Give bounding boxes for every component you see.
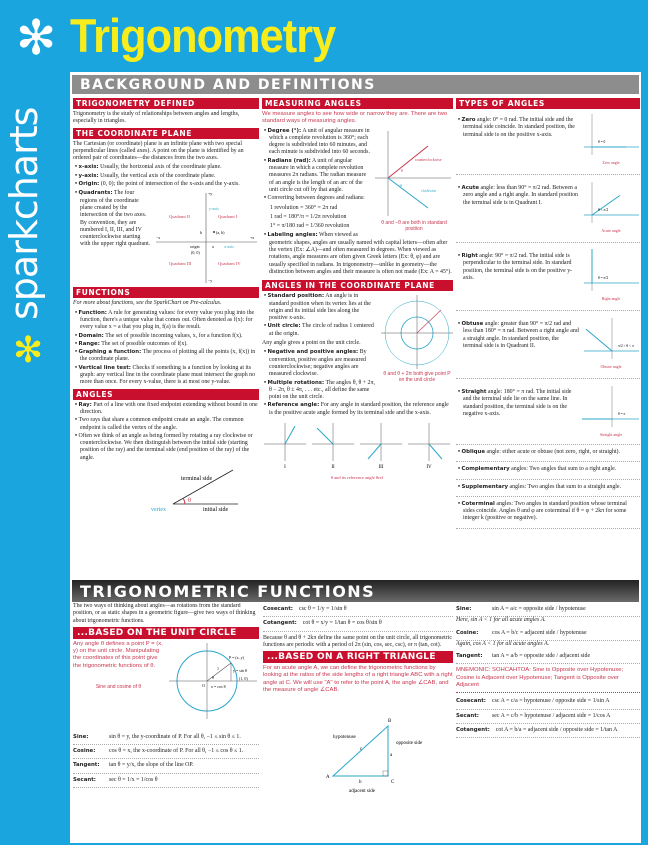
- list-item: [73, 181, 259, 188]
- definition-row: [73, 759, 259, 773]
- divider: [456, 496, 640, 497]
- heading-types-of-angles: TYPES OF ANGLES: [456, 98, 640, 109]
- divider: [456, 461, 640, 462]
- svg-text:initial side: initial side: [203, 507, 229, 514]
- list-item-text: A unit of angular measure in which a complete revolution is 360°; each degree is subdivided into 60 minutes, and each minute is subdivided into 60 seconds.: [269, 127, 370, 156]
- angle-type-item: [456, 111, 640, 169]
- svg-text:b: b: [359, 780, 362, 786]
- unit-circle-definitions-2: [263, 603, 453, 632]
- unit-circle-definitions: [73, 731, 259, 788]
- svg-text:vertex: vertex: [151, 507, 166, 514]
- functions-note: For more about functions, see the SparkChart on Pre-calculus.: [73, 300, 222, 307]
- list-item-text: (0, 0); the point of intersection of the x-axis and the y-axis.: [99, 181, 240, 188]
- definition-formula: csc A = c/a = hypotenuse / opposite side = 1/sin A: [492, 698, 610, 705]
- sohcahtoa-mnemonic: MNEMONIC: SOHCAHTOA: Sine is Opposite over Hypotenuse; Cosine is Adjacent over Hypotenuse; Tangent is Opposite over Adjacent: [456, 664, 640, 693]
- angle-types-more: [456, 449, 640, 529]
- definition-term: Secant:: [73, 776, 96, 783]
- svg-text:a: a: [212, 244, 214, 250]
- definition-formula: cos θ = x, the x-coordinate of P. For all θ, −1 ≤ cos θ ≤ 1.: [109, 748, 244, 755]
- definition-note: Here, sin A < 1 for all acute angles A.: [456, 617, 546, 624]
- angle-type-diagram: [582, 179, 640, 235]
- svg-text:(0, 0): (0, 0): [191, 250, 200, 256]
- list-item-term: Obtuse: [461, 321, 484, 327]
- list-item-text: The set of possible incoming values, x, for a function f(x).: [103, 332, 243, 339]
- list-item-text: Often we think of an angle as being formed by rotating a ray clockwise or counterclockwise. We then distinguish between the initial side (starting position of the ray) and the terminal side (end position of the ray) of the angle.: [78, 432, 253, 461]
- brand-asterisk-icon: ✻: [13, 330, 44, 371]
- list-item-text: The circle of radius 1 centered at the origin.: [269, 323, 374, 337]
- list-item-term: Reference angle:: [267, 402, 320, 409]
- svg-text:−x: −x: [156, 235, 161, 241]
- heading-functions: FUNCTIONS: [73, 287, 259, 298]
- definition-formula: cot θ = x/y = 1/tan θ = cos θ/sin θ: [302, 620, 382, 627]
- definition-row: [456, 695, 640, 709]
- right-triangle-diagram: [263, 696, 453, 796]
- list-item-term: Range:: [78, 340, 100, 347]
- svg-text:Right angle: Right angle: [601, 296, 621, 301]
- svg-text:−θ: −θ: [398, 183, 402, 188]
- column-3: [456, 96, 640, 578]
- divider: [456, 242, 640, 243]
- trig-defined-text: Trigonometry is the study of relationships between angles and lengths, especially in triangles.: [73, 111, 240, 125]
- definition-term: Cosecant:: [263, 606, 293, 612]
- list-item-text: For any angle in standard position, the reference angle is the positive acute angle formed by its terminal side and the x-axis.: [269, 402, 449, 416]
- list-item-text: The set of possible outcomes of f(x).: [99, 340, 188, 347]
- list-item-term: Acute: [461, 185, 479, 191]
- svg-text:a: a: [390, 753, 393, 759]
- list-item-text: angles: Two angles in standard position whose terminal sides coincide. Angles θ and φ are coterminal if θ = φ + 2kπ for some integer k (positive or negative).: [463, 500, 627, 522]
- svg-text:θ < π/2: θ < π/2: [598, 208, 609, 212]
- list-item-text: angle: 0° = 0 rad. The initial side and the terminal side coincide. In standard position, the terminal side is on the positive x-axis.: [463, 117, 575, 138]
- coordinate-plane-diagram: [154, 190, 259, 285]
- periodic-text: Because θ and θ + 2kπ define the same point on the unit circle, all trigonometric functions are periodic with a period of 2π (sin, cos, sec, csc), or π (tan, cot).: [263, 634, 452, 648]
- svg-text:Quadrant II: Quadrant II: [169, 214, 190, 220]
- measuring-intro: We measure angles to see how wide or narrow they are. There are two standard ways of measuring angles.: [262, 111, 448, 125]
- list-item: [73, 341, 259, 348]
- svg-text:y-axis: y-axis: [209, 206, 219, 212]
- svg-text:Quadrant III: Quadrant III: [169, 261, 192, 267]
- svg-text:B: B: [388, 719, 392, 725]
- column-1: [73, 96, 259, 578]
- svg-text:θ = 0: θ = 0: [598, 140, 606, 144]
- angle-types-list: [456, 111, 640, 445]
- definition-term: Cosine:: [456, 629, 479, 636]
- asterisk-icon: ✻: [16, 10, 57, 66]
- list-item-term: x-axis:: [78, 164, 99, 171]
- definition-row: [73, 745, 259, 759]
- list-item-term: Radians (rad):: [267, 157, 311, 164]
- list-item-term: Graphing a function:: [78, 349, 142, 356]
- list-item-term: Vertical line test:: [78, 364, 131, 371]
- list-item-text: Two rays that share a common endpoint create an angle. The common endpoint is called the vertex of the angle.: [78, 417, 244, 431]
- list-item-text: angle: 180° = π rad. The initial side and the terminal side lie on the same line. In standard position, the terminal side is on the negative x-axis.: [463, 389, 572, 417]
- list-item: [262, 402, 453, 417]
- angle-type-diagram: [582, 315, 640, 371]
- definition-term: Tangent:: [456, 653, 483, 660]
- heading-angles: ANGLES: [73, 389, 259, 400]
- definition-formula: cot A = b/a = adjacent side / opposite side = 1/tan A: [495, 726, 618, 733]
- svg-text:+x: +x: [250, 235, 255, 241]
- banner-trig-functions: TRIGONOMETRIC FUNCTIONS: [72, 580, 639, 602]
- svg-text:Quadrant IV: Quadrant IV: [218, 261, 241, 267]
- definition-row: [73, 774, 259, 788]
- svg-text:+y: +y: [208, 191, 213, 197]
- definition-term: Sine:: [456, 606, 472, 612]
- definition-row: [263, 617, 453, 631]
- definition-note: Again, cos A < 1 for all acute angles A.: [456, 640, 550, 647]
- svg-text:π/2 < θ < π: π/2 < θ < π: [618, 344, 634, 348]
- svg-text:adjacent side: adjacent side: [349, 789, 375, 795]
- functions-bullets: [73, 310, 259, 387]
- column-2: [262, 96, 453, 578]
- unit-circle-caption: Sine and cosine of θ: [95, 684, 142, 691]
- coordinate-bullets: [73, 164, 259, 188]
- list-item-term: Multiple rotations:: [267, 379, 325, 386]
- definition-row: [456, 650, 640, 664]
- svg-text:x-axis: x-axis: [224, 244, 234, 250]
- divider: [456, 378, 640, 379]
- angle-type-item: [456, 179, 640, 237]
- list-item-text: A rule for generating values: for every value you plug into the function, there's a unique value that comes out. Often denoted as f(x): for every value x = a that you plug in, f(a) is the result.: [80, 309, 255, 331]
- definition-row: [456, 627, 640, 641]
- definition-formula: sin θ = y, the y-coordinate of P. For all θ, −1 ≤ sin θ ≤ 1.: [109, 733, 241, 740]
- svg-text:C: C: [391, 780, 395, 786]
- list-item: [456, 501, 640, 523]
- list-item-text: Usually, the vertical axis of the coordinate plane.: [98, 172, 216, 179]
- angle-type-item: [456, 247, 640, 305]
- bottom-column-3: [456, 603, 640, 841]
- svg-text:−y: −y: [208, 278, 213, 284]
- bottom-column-2: [263, 603, 453, 841]
- list-item-text: The process of plotting all the points (x, f(x)) in the coordinate plane.: [80, 349, 256, 363]
- heading-measuring-angles: MEASURING ANGLES: [262, 98, 453, 109]
- svg-text:θ = π: θ = π: [618, 412, 626, 416]
- definition-term: Tangent:: [73, 762, 100, 769]
- definition-formula: csc θ = 1/y = 1/sin θ: [299, 606, 347, 612]
- list-item-term: Coterminal: [461, 500, 495, 507]
- svg-text:b: b: [200, 230, 202, 236]
- svg-text:IV: IV: [426, 464, 432, 470]
- definition-term: Cotangent:: [263, 620, 297, 627]
- heading-unit-circle: ...BASED ON THE UNIT CIRCLE: [73, 627, 259, 639]
- list-item-term: Oblique: [461, 449, 486, 455]
- list-item-text: An angle is in standard position when its vertex lies at the origin and its initial side lies along the positive x-axis.: [269, 293, 371, 322]
- list-item-term: Straight: [461, 389, 487, 395]
- definition-row: [73, 731, 259, 745]
- right-triangle-definitions-2: [456, 695, 640, 738]
- list-item: [73, 333, 259, 340]
- definition-row: [456, 710, 640, 724]
- unit-circle-text: Any angle θ defines a point P = (x, y) on the unit circle. Manipulating the coordinates of this point give the trigonometric functions of θ.: [73, 640, 163, 669]
- definition-term: Sine:: [73, 733, 89, 740]
- list-item-text: angles: Two angles that sum to a right angle.: [509, 466, 617, 473]
- list-item-quadrants: • Quadrants: The four regions of the coordinate plane created by the intersection of the two axes. By convention, they are numbered I, II, III, and IV counterclockwise starting with the upper right quadrant.: [73, 190, 259, 248]
- svg-text:origin: origin: [190, 244, 200, 250]
- svg-text:θ: θ: [212, 674, 214, 680]
- list-item: [73, 164, 259, 171]
- list-item-term: Ray:: [78, 401, 92, 408]
- list-item-term: Zero: [461, 117, 476, 123]
- svg-text:c: c: [360, 747, 363, 753]
- right-triangle-definitions: [456, 603, 640, 664]
- angle-diagram: [73, 464, 253, 514]
- right-triangle-text: For an acute angle A, we can define the trigonometric functions by looking at the ratios of the side lengths of a right triangle ABC with a right angle at C. We will use "A" to refer to the point A, the angle ∠CAB, and the measure of angle ∠CAB.: [263, 665, 453, 694]
- list-item-text: Converting between degrees and radians:: [267, 195, 365, 202]
- list-item: [73, 349, 259, 364]
- svg-text:x = cos θ: x = cos θ: [211, 683, 226, 689]
- list-item: [456, 484, 640, 491]
- reference-angles-diagram: [262, 419, 452, 483]
- svg-text:O: O: [202, 682, 205, 688]
- list-item-text: angle: 90° = π/2 rad. The initial side is perpendicular to the terminal side. In standard position, the terminal side is on the positive y-axis.: [463, 253, 573, 281]
- list-item-term: Origin:: [78, 181, 100, 188]
- angle-type-item: [456, 383, 640, 439]
- definition-formula: sin A = a/c = opposite side / hypotenuse: [492, 606, 586, 612]
- svg-text:II: II: [331, 464, 335, 470]
- any-angle-text: Any angle gives a point on the unit circle.: [262, 340, 361, 347]
- list-item-term: Unit circle:: [267, 323, 301, 330]
- svg-text:terminal side: terminal side: [181, 476, 213, 483]
- svg-text:counterclockwise: counterclockwise: [415, 157, 442, 162]
- svg-text:θ and its reference angle θref: θ and its reference angle θref: [330, 474, 384, 480]
- list-item: [73, 433, 259, 462]
- svg-text:Straight angle: Straight angle: [599, 432, 623, 437]
- heading-angles-coordinate-plane: ANGLES IN THE COORDINATE PLANE: [262, 280, 453, 291]
- list-item-term: Negative and positive angles:: [267, 349, 359, 356]
- heading-trig-defined: TRIGONOMETRY DEFINED: [73, 98, 259, 109]
- angle-type-item: [456, 315, 640, 373]
- definition-row: [263, 603, 453, 617]
- unit-circle-trig-diagram: [167, 641, 259, 721]
- svg-text:y = sin θ: y = sin θ: [233, 667, 247, 673]
- divider: [456, 444, 640, 445]
- conversion-formulas: 1 revolution = 360° = 2π rad 1 rad = 180°/π = 1/2π revolution 1° = π/180 rad = 1/360 revolution: [270, 204, 350, 230]
- list-item: [73, 173, 259, 180]
- measuring-angles-diagram: counterclockwiseclockwiseθ−θ θ and −θ are both in standard position: [373, 128, 453, 240]
- definition-term: Cotangent:: [456, 726, 490, 733]
- definition-term: Cosecant:: [456, 698, 486, 705]
- list-item-term: y-axis:: [78, 172, 99, 179]
- page-title: Trigonometry: [70, 9, 336, 62]
- list-item-text: angle: greater than 90° = π/2 rad and less than 180° = π rad. Between a right angle and a straight angle. In standard position, the terminal side is in Quadrant II.: [463, 321, 579, 349]
- definition-term: Secant:: [456, 712, 479, 719]
- list-item-text: The angles θ, θ + 2π, θ − 2π, θ ± 4π, . . . etc., all define the same point on the unit circle.: [269, 379, 375, 401]
- list-item-text: Part of a line with one fixed endpoint extending without bound in one direction.: [80, 401, 258, 415]
- svg-text:Quadrant I: Quadrant I: [218, 214, 238, 220]
- list-item-term: Function:: [78, 309, 107, 316]
- svg-text:III: III: [378, 464, 384, 470]
- list-item-text: A unit of angular measure in which a complete revolution measures 2π radians. The radian measure of an angle is the length of an arc of the unit circle cut off by that angle.: [269, 157, 367, 193]
- list-item-term: Degree (°):: [267, 127, 302, 134]
- svg-text:hypotenuse: hypotenuse: [333, 735, 356, 741]
- angle-type-diagram: [582, 247, 640, 303]
- list-item-term: Right: [461, 253, 478, 259]
- svg-text:opposite side: opposite side: [396, 741, 423, 747]
- angles-bullets: [73, 402, 259, 462]
- definition-formula: cos A = b/c = adjacent side / hypotenuse: [492, 629, 587, 636]
- svg-text:A: A: [326, 775, 330, 781]
- list-item-term: Standard position:: [267, 293, 325, 300]
- list-item-labeling: • Labeling angles: When viewed as geometric shapes, angles are usually named with capital letters—often after the vertex (Ex: ∠A)—and often measured in degrees. When viewed as rotations, angle measures are often given Greek letters (Ex: θ, φ) and are usually specified in radians. In trigonometry—unlike in geometry—the distinction between angles and their measure is often not made (Ex: A = 45°).: [262, 232, 453, 276]
- list-item: [456, 466, 640, 473]
- svg-text:clockwise: clockwise: [421, 188, 437, 193]
- coordinate-intro: The Cartesian (or coordinate) plane is an infinite plane with two special perpendicular lines (called axes). A point on the plane is identified by an ordered pair of coordinates—the distances from the two axes.: [73, 140, 244, 162]
- svg-text:θ: θ: [401, 168, 403, 173]
- list-item-text: angles: Two angles that sum to a straight angle.: [508, 483, 622, 490]
- unit-circle-diagram: θ and θ + 2π both give point P on the unit circle: [381, 293, 453, 391]
- angle-type-diagram: [582, 383, 640, 439]
- list-item-term: Supplementary: [461, 483, 508, 490]
- svg-text:(1, 0): (1, 0): [239, 675, 248, 681]
- banner-background: BACKGROUND AND DEFINITIONS: [72, 75, 639, 94]
- definition-formula: tan θ = y/x, the slope of the line OP.: [109, 762, 194, 769]
- brand-logo: sparkcharts: [2, 107, 46, 320]
- definition-row: [456, 603, 640, 617]
- list-item: [73, 402, 259, 417]
- svg-text:θ = π/2: θ = π/2: [598, 276, 609, 280]
- svg-text:Acute angle: Acute angle: [601, 228, 621, 233]
- list-item-text: Checks if something is a function by looking at its graph: any vertical line in the coordinate plane must intersect the graph no more than once. For every x-value, there is at most one y-value.: [80, 364, 256, 386]
- list-item: [73, 365, 259, 387]
- divider: [456, 528, 640, 529]
- svg-text:Zero angle: Zero angle: [602, 160, 620, 165]
- list-item-text: By convention, positive angles are measured counterclockwise; negative angles are measured clockwise.: [269, 349, 367, 378]
- svg-text:Obtuse angle: Obtuse angle: [600, 364, 622, 369]
- definition-term: Cosine:: [73, 748, 96, 755]
- list-item-text: angle: less than 90° = π/2 rad. Between a zero angle and a right angle. In standard position the terminal side is in Quadrant I.: [463, 185, 578, 206]
- list-item-text: Usually, the horizontal axis of the coordinate plane.: [98, 164, 222, 171]
- heading-coordinate-plane: THE COORDINATE PLANE: [73, 128, 259, 139]
- list-item: [73, 310, 259, 332]
- list-item-term: Domain:: [78, 332, 104, 339]
- heading-right-triangle: ...BASED ON A RIGHT TRIANGLE: [263, 651, 453, 663]
- divider: [456, 479, 640, 480]
- bottom-column-1: [73, 603, 259, 841]
- definition-formula: tan A = a/b = opposite side / adjacent side: [492, 653, 591, 660]
- definition-row: [456, 724, 640, 738]
- definition-formula: sec θ = 1/x = 1/cos θ: [109, 776, 158, 783]
- angle-type-diagram: [582, 111, 640, 167]
- trig-functions-intro: The two ways of thinking about angles—as rotations from the standard position, or as static shapes in a geometric figure—give two ways of thinking about trigonometric functions.: [73, 603, 256, 624]
- divider: [456, 310, 640, 311]
- svg-text:1: 1: [217, 665, 219, 671]
- svg-text:P = (x, y): P = (x, y): [229, 654, 244, 660]
- list-item: [456, 449, 640, 456]
- svg-text:I: I: [284, 464, 286, 470]
- svg-text:θ: θ: [188, 498, 191, 505]
- divider: [456, 174, 640, 175]
- svg-text:(a, b): (a, b): [216, 230, 225, 236]
- list-item: [73, 417, 259, 432]
- definition-formula: sec A = c/b = hypotenuse / adjacent side = 1/cos A: [492, 712, 611, 719]
- list-item-text: angle: either acute or obtuse (not zero, right, or straight).: [485, 449, 620, 455]
- list-item-term: Complementary: [461, 466, 510, 473]
